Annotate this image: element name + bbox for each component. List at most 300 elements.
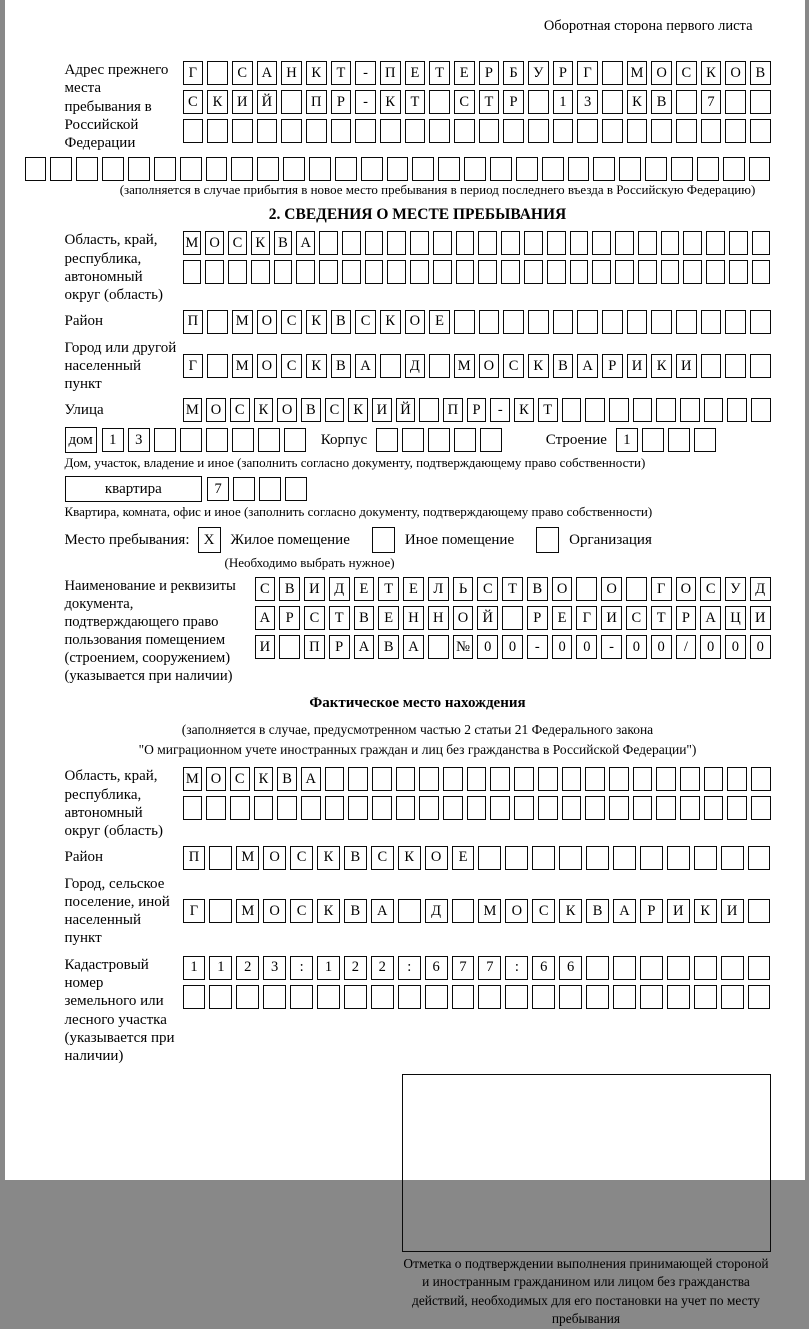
char-box: Ь xyxy=(453,577,474,601)
char-box: Е xyxy=(552,606,573,630)
char-box: С xyxy=(290,846,313,870)
char-box: В xyxy=(331,354,352,378)
char-box xyxy=(259,477,281,501)
actual-location-caption xyxy=(65,720,771,759)
char-box: К xyxy=(306,310,327,334)
char-box xyxy=(542,157,564,181)
char-box: 2 xyxy=(236,956,259,980)
char-box xyxy=(490,157,512,181)
char-box xyxy=(344,985,367,1009)
char-box: О xyxy=(277,398,297,422)
char-box: С xyxy=(454,90,475,114)
char-box xyxy=(380,354,401,378)
char-box: В xyxy=(651,90,672,114)
char-box: П xyxy=(306,90,327,114)
char-box: О xyxy=(206,767,226,791)
char-box xyxy=(355,119,376,143)
char-box: 7 xyxy=(701,90,722,114)
char-box xyxy=(429,354,450,378)
char-box xyxy=(454,310,475,334)
previous-address-label: Адрес прежнего места пребывания в Российской Федерации xyxy=(65,61,183,152)
actual-city-row xyxy=(183,899,771,923)
char-box xyxy=(309,157,331,181)
char-box: И xyxy=(676,354,697,378)
char-box xyxy=(342,231,361,255)
char-box: В xyxy=(331,310,352,334)
char-box: Т xyxy=(651,606,672,630)
char-box: М xyxy=(236,899,259,923)
char-box: К xyxy=(306,354,327,378)
char-box: А xyxy=(613,899,636,923)
char-box: А xyxy=(255,606,276,630)
char-box: С xyxy=(255,577,276,601)
char-box xyxy=(410,231,429,255)
char-box xyxy=(748,899,771,923)
char-box: И xyxy=(232,90,253,114)
char-box: 2 xyxy=(344,956,367,980)
char-box: 0 xyxy=(552,635,573,659)
char-box xyxy=(701,354,722,378)
char-box xyxy=(752,260,771,284)
field-previous-address xyxy=(65,61,771,152)
char-box: С xyxy=(325,398,345,422)
field-cadastral xyxy=(65,956,771,1066)
char-box: У xyxy=(725,577,746,601)
char-box: Г xyxy=(576,606,597,630)
char-box xyxy=(281,90,302,114)
char-box: 0 xyxy=(700,635,721,659)
char-box xyxy=(516,157,538,181)
char-box xyxy=(680,398,700,422)
char-box xyxy=(209,985,232,1009)
char-box: В xyxy=(274,231,293,255)
char-box: И xyxy=(601,606,622,630)
char-box xyxy=(671,157,693,181)
char-box: В xyxy=(750,61,771,85)
char-box xyxy=(277,796,297,820)
char-box: Е xyxy=(403,577,424,601)
char-box: К xyxy=(559,899,582,923)
char-box xyxy=(751,767,771,791)
char-box xyxy=(683,260,702,284)
page-side-note: Оборотная сторона первого листа xyxy=(65,18,753,35)
char-box xyxy=(501,260,520,284)
char-box: 1 xyxy=(553,90,574,114)
char-box xyxy=(325,796,345,820)
actual-location-title: Фактическое место нахождения xyxy=(65,695,771,712)
char-box xyxy=(102,157,124,181)
char-box: В xyxy=(553,354,574,378)
char-box xyxy=(503,310,524,334)
char-box xyxy=(694,428,716,452)
char-box: / xyxy=(676,635,697,659)
char-box: М xyxy=(454,354,475,378)
char-box xyxy=(365,260,384,284)
char-box xyxy=(750,90,771,114)
char-box xyxy=(694,956,717,980)
char-box: Р xyxy=(331,90,352,114)
char-box: Г xyxy=(183,61,204,85)
char-box xyxy=(254,796,274,820)
char-box: : xyxy=(505,956,528,980)
char-box: Д xyxy=(329,577,350,601)
char-box xyxy=(514,796,534,820)
char-box xyxy=(154,428,176,452)
char-box: Р xyxy=(553,61,574,85)
char-box xyxy=(592,231,611,255)
char-box xyxy=(727,796,747,820)
char-box: К xyxy=(317,899,340,923)
char-box: К xyxy=(627,90,648,114)
char-box xyxy=(592,260,611,284)
document-row-2 xyxy=(255,606,771,630)
char-box: В xyxy=(527,577,548,601)
char-box xyxy=(335,157,357,181)
char-box: И xyxy=(255,635,276,659)
char-box xyxy=(609,796,629,820)
char-box: О xyxy=(453,606,474,630)
char-box: А xyxy=(301,767,321,791)
char-box xyxy=(651,310,672,334)
char-box xyxy=(180,157,202,181)
char-box: С xyxy=(232,61,253,85)
char-box xyxy=(205,260,224,284)
char-box xyxy=(236,985,259,1009)
char-box xyxy=(231,157,253,181)
apartment-label-box: квартира xyxy=(65,476,203,502)
char-box xyxy=(721,985,744,1009)
char-box: В xyxy=(354,606,375,630)
field-region xyxy=(65,231,771,304)
char-box xyxy=(258,428,280,452)
char-box: С xyxy=(532,899,555,923)
char-box xyxy=(464,157,486,181)
char-box xyxy=(656,767,676,791)
char-box: В xyxy=(277,767,297,791)
char-box xyxy=(207,354,228,378)
char-box xyxy=(553,310,574,334)
char-box: С xyxy=(371,846,394,870)
char-box xyxy=(478,260,497,284)
char-box: М xyxy=(183,231,202,255)
stay-type-label: Место пребывания: xyxy=(65,532,190,549)
actual-region-row-2 xyxy=(183,796,771,820)
char-box xyxy=(454,428,476,452)
char-box: : xyxy=(290,956,313,980)
char-box xyxy=(25,157,47,181)
char-box: О xyxy=(725,61,746,85)
char-box: К xyxy=(701,61,722,85)
char-box xyxy=(723,157,745,181)
char-box xyxy=(207,119,228,143)
char-box xyxy=(727,767,747,791)
char-box xyxy=(704,398,724,422)
char-box: 0 xyxy=(725,635,746,659)
char-box xyxy=(412,157,434,181)
char-box xyxy=(206,157,228,181)
char-box xyxy=(701,119,722,143)
char-box: : xyxy=(398,956,421,980)
char-box: 0 xyxy=(576,635,597,659)
char-box: Г xyxy=(183,354,204,378)
registration-stamp-caption: Отметка о подтверждении выполнения принимающей стороной и иностранным гражданином или лицом без гражданства действий, необходимых для его постановки на учет по месту пребывания xyxy=(402,1255,771,1329)
char-box xyxy=(676,119,697,143)
char-box: Н xyxy=(403,606,424,630)
char-box: С xyxy=(477,577,498,601)
char-box xyxy=(721,846,744,870)
char-box: О xyxy=(263,846,286,870)
char-box: № xyxy=(453,635,474,659)
char-box xyxy=(396,796,416,820)
char-box: Р xyxy=(279,606,300,630)
char-box xyxy=(528,119,549,143)
char-box: К xyxy=(380,310,401,334)
char-box: Й xyxy=(477,606,498,630)
street-label: Улица xyxy=(65,401,183,419)
city-label: Город или другой населенный пункт xyxy=(65,339,183,394)
char-box xyxy=(443,796,463,820)
char-box xyxy=(725,90,746,114)
char-box: В xyxy=(344,846,367,870)
char-box: 0 xyxy=(477,635,498,659)
char-box xyxy=(209,899,232,923)
char-box xyxy=(206,428,228,452)
char-box: О xyxy=(425,846,448,870)
char-box: Г xyxy=(651,577,672,601)
char-box xyxy=(183,119,204,143)
char-box: И xyxy=(627,354,648,378)
street-row xyxy=(183,398,771,422)
char-box: Т xyxy=(429,61,450,85)
char-box xyxy=(387,157,409,181)
char-box: М xyxy=(183,398,203,422)
city-row xyxy=(183,354,771,378)
char-box xyxy=(694,985,717,1009)
char-box xyxy=(433,260,452,284)
char-box xyxy=(398,985,421,1009)
char-box xyxy=(725,310,746,334)
char-box: О xyxy=(601,577,622,601)
char-box xyxy=(640,846,663,870)
char-box xyxy=(750,119,771,143)
char-box xyxy=(402,428,424,452)
char-box xyxy=(602,119,623,143)
char-box xyxy=(640,956,663,980)
char-box xyxy=(478,846,501,870)
option-organization-label: Организация xyxy=(569,532,652,549)
char-box xyxy=(263,985,286,1009)
char-box: О xyxy=(205,231,224,255)
char-box xyxy=(290,985,313,1009)
char-box xyxy=(419,796,439,820)
char-box xyxy=(419,767,439,791)
char-box xyxy=(372,767,392,791)
form-page xyxy=(5,0,805,1180)
char-box: А xyxy=(403,635,424,659)
char-box: С xyxy=(700,577,721,601)
char-box xyxy=(387,260,406,284)
char-box xyxy=(593,157,615,181)
char-box: М xyxy=(236,846,259,870)
char-box: Ц xyxy=(725,606,746,630)
char-box xyxy=(296,260,315,284)
char-box: - xyxy=(355,90,376,114)
char-box xyxy=(725,119,746,143)
char-box xyxy=(704,767,724,791)
char-box: С xyxy=(281,354,302,378)
char-box xyxy=(257,157,279,181)
stroenie-label: Строение xyxy=(536,432,611,449)
char-box: Е xyxy=(378,606,399,630)
char-box: С xyxy=(676,61,697,85)
char-box: О xyxy=(405,310,426,334)
char-box xyxy=(694,846,717,870)
char-box xyxy=(503,119,524,143)
char-box xyxy=(232,119,253,143)
char-box xyxy=(750,310,771,334)
char-box xyxy=(570,231,589,255)
cadastral-row-2 xyxy=(183,985,771,1009)
actual-district-label: Район xyxy=(65,848,183,866)
char-box: Е xyxy=(452,846,475,870)
char-box: Р xyxy=(467,398,487,422)
char-box xyxy=(609,767,629,791)
char-box: 1 xyxy=(616,428,638,452)
char-box: А xyxy=(700,606,721,630)
char-box xyxy=(284,428,306,452)
char-box xyxy=(727,398,747,422)
char-box: 0 xyxy=(651,635,672,659)
region-row-1 xyxy=(183,231,771,255)
char-box: Р xyxy=(602,354,623,378)
char-box xyxy=(501,231,520,255)
char-box xyxy=(128,157,150,181)
previous-address-row-3 xyxy=(183,119,771,143)
checkbox-organization xyxy=(536,527,559,553)
char-box xyxy=(638,260,657,284)
char-box: И xyxy=(304,577,325,601)
char-box xyxy=(514,767,534,791)
char-box: К xyxy=(306,61,327,85)
char-box xyxy=(467,796,487,820)
district-label: Район xyxy=(65,312,183,330)
char-box xyxy=(274,260,293,284)
char-box xyxy=(433,231,452,255)
checkbox-residential: X xyxy=(198,527,221,553)
char-box xyxy=(547,260,566,284)
char-box xyxy=(667,985,690,1009)
char-box xyxy=(676,90,697,114)
char-box xyxy=(456,231,475,255)
apartment-row xyxy=(65,476,771,502)
field-district xyxy=(65,310,771,334)
char-box xyxy=(729,231,748,255)
char-box: К xyxy=(348,398,368,422)
char-box xyxy=(528,90,549,114)
char-box xyxy=(301,796,321,820)
actual-location-caption-line2: "О миграционном учете иностранных граждан и лиц без гражданства в Российской Федерации") xyxy=(65,740,771,760)
char-box xyxy=(257,119,278,143)
char-box: И xyxy=(721,899,744,923)
char-box xyxy=(405,119,426,143)
char-box: Р xyxy=(527,606,548,630)
actual-location-caption-line1: (заполняется в случае, предусмотренном частью 2 статьи 21 Федерального закона xyxy=(65,720,771,740)
char-box xyxy=(667,846,690,870)
char-box xyxy=(285,477,307,501)
char-box: 1 xyxy=(209,956,232,980)
char-box xyxy=(480,428,502,452)
char-box: М xyxy=(183,767,203,791)
char-box: 3 xyxy=(263,956,286,980)
char-box xyxy=(281,119,302,143)
char-box xyxy=(633,398,653,422)
char-box xyxy=(642,428,664,452)
char-box: О xyxy=(676,577,697,601)
char-box: В xyxy=(586,899,609,923)
char-box: С xyxy=(626,606,647,630)
char-box xyxy=(559,846,582,870)
char-box: Н xyxy=(281,61,302,85)
char-box: С xyxy=(183,90,204,114)
char-box xyxy=(505,985,528,1009)
house-row xyxy=(65,427,771,453)
char-box: 1 xyxy=(102,428,124,452)
char-box: Л xyxy=(428,577,449,601)
char-box xyxy=(348,767,368,791)
char-box xyxy=(467,767,487,791)
char-box xyxy=(325,767,345,791)
char-box: К xyxy=(207,90,228,114)
char-box xyxy=(725,354,746,378)
char-box: Т xyxy=(502,577,523,601)
house-label-box: дом xyxy=(65,427,97,453)
char-box: О xyxy=(257,354,278,378)
char-box: 0 xyxy=(626,635,647,659)
char-box: М xyxy=(478,899,501,923)
char-box xyxy=(586,985,609,1009)
char-box: В xyxy=(279,577,300,601)
char-box: 0 xyxy=(502,635,523,659)
char-box xyxy=(676,310,697,334)
char-box: П xyxy=(443,398,463,422)
char-box: Г xyxy=(577,61,598,85)
char-box xyxy=(372,796,392,820)
char-box xyxy=(602,310,623,334)
char-box: И xyxy=(372,398,392,422)
char-box: В xyxy=(344,899,367,923)
char-box xyxy=(233,477,255,501)
char-box xyxy=(365,231,384,255)
checkbox-other-premises xyxy=(372,527,395,553)
char-box xyxy=(206,796,226,820)
char-box xyxy=(319,231,338,255)
char-box: Б xyxy=(503,61,524,85)
char-box xyxy=(697,157,719,181)
char-box xyxy=(183,260,202,284)
char-box xyxy=(706,231,725,255)
char-box xyxy=(661,260,680,284)
char-box xyxy=(279,635,300,659)
option-residential-label: Жилое помещение xyxy=(231,532,350,549)
char-box xyxy=(490,767,510,791)
char-box xyxy=(577,310,598,334)
char-box: Е xyxy=(429,310,450,334)
char-box: 6 xyxy=(425,956,448,980)
char-box xyxy=(570,260,589,284)
char-box xyxy=(479,119,500,143)
char-box xyxy=(396,767,416,791)
char-box: А xyxy=(296,231,315,255)
